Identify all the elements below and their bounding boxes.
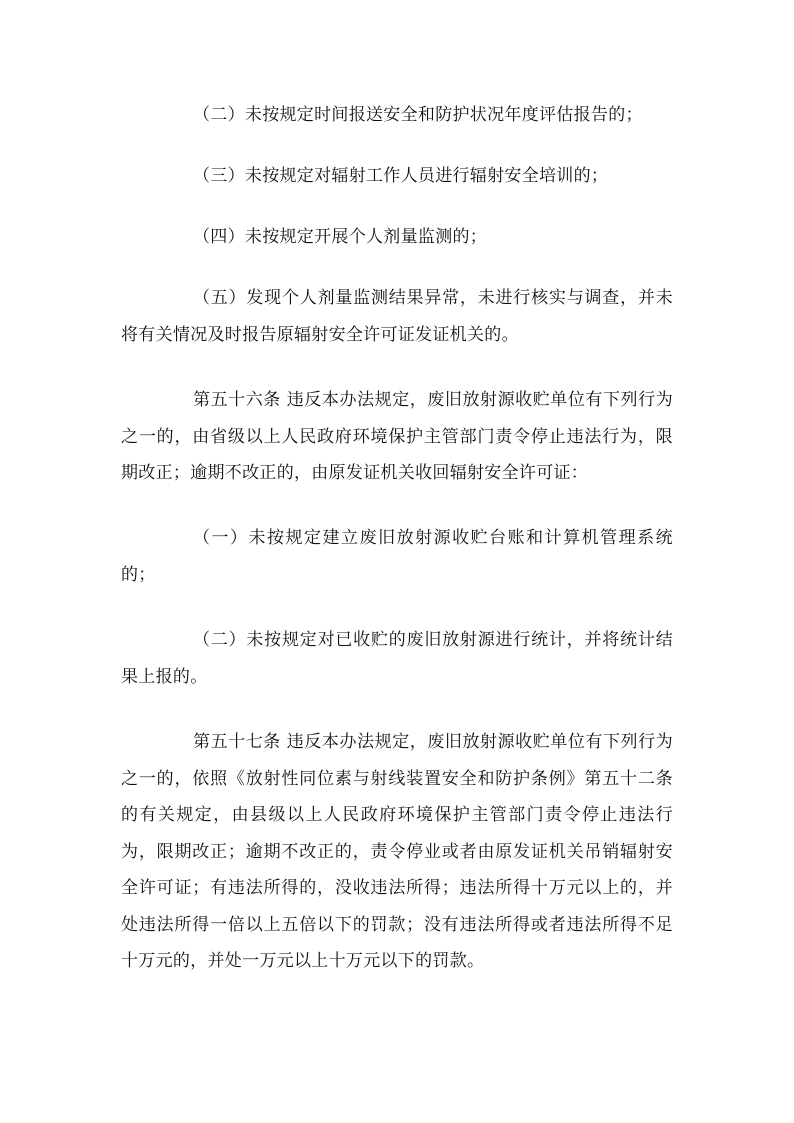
- paragraph-item-3: （三）未按规定对辐射工作人员进行辐射安全培训的；: [193, 166, 609, 186]
- paragraph-item-4: （四）未按规定开展个人剂量监测的；: [193, 227, 488, 247]
- paragraph-article-56-item-1: （一）未按规定建立废旧放射源收贮台账和计算机管理系统的；: [121, 528, 673, 585]
- paragraph-article-57: 第五十七条 违反本办法规定，废旧放射源收贮单位有下列行为之一的，依照《放射性同位素与射线装置安全和防护条例》第五十二条的有关规定，由县级以上人民政府环境保护主管部门责令停止违法行为，限期改正；逾期不改正的，责令停业或者由原发证机关吊销辐射安全许可证；有违法所得的，没收违法所得；违法所得十万元以上的，并处违法所得一倍以上五倍以下的罚款；没有违法所得或者违法所得不足十万元的，并处一万元以上十万元以下的罚款。: [121, 732, 673, 971]
- paragraph-article-56: 第五十六条 违反本办法规定，废旧放射源收贮单位有下列行为之一的，由省级以上人民政府环境保护主管部门责令停止违法行为，限期改正；逾期不改正的，由原发证机关收回辐射安全许可证：: [121, 390, 673, 483]
- paragraph-item-5: （五）发现个人剂量监测结果异常，未进行核实与调查，并未将有关情况及时报告原辐射安全许可证发证机关的。: [121, 288, 673, 345]
- paragraph-item-2: （二）未按规定时间报送安全和防护状况年度评估报告的；: [193, 105, 643, 125]
- paragraph-article-56-item-2: （二）未按规定对已收贮的废旧放射源进行统计，并将统计结果上报的。: [121, 630, 673, 687]
